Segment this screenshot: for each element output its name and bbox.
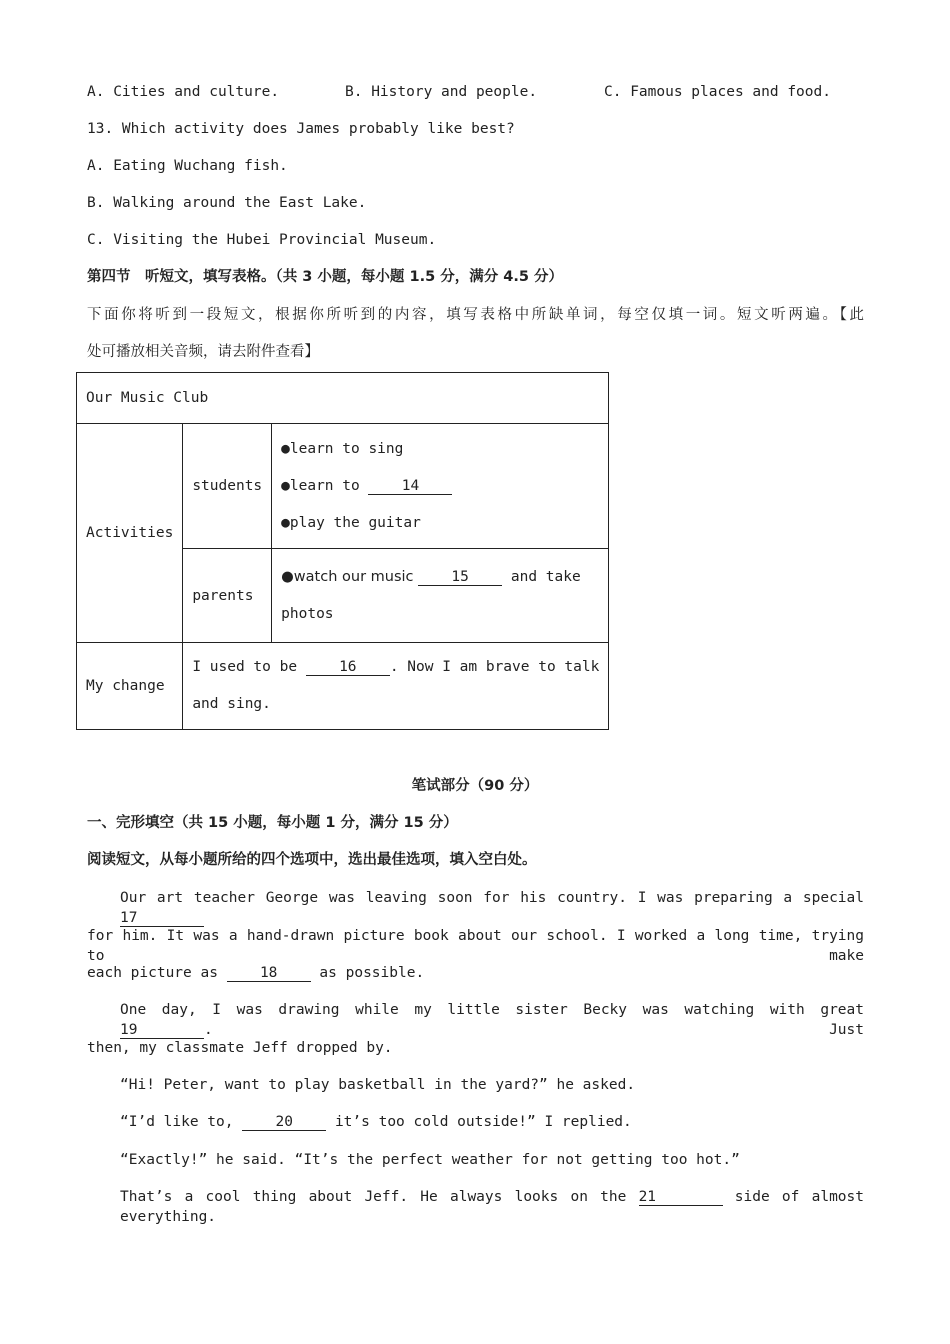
passage-p6-prefix: That’s a cool thing about Jeff. He always looks on the — [120, 1189, 639, 1205]
passage-p1-line1-text: Our art teacher George was leaving soon for his country. I was preparing a special — [120, 890, 864, 906]
my-change-line2: and sing. — [192, 696, 271, 712]
student-item-sing: ●learn to sing — [281, 440, 404, 457]
student-item-prefix: ●learn to — [281, 477, 369, 494]
parents-label: parents — [183, 549, 272, 643]
student-item-blank — [281, 468, 599, 505]
students-label: students — [183, 424, 272, 549]
parents-suffix: and take — [502, 568, 581, 585]
q13-option-a: A. Eating Wuchang fish. — [87, 158, 288, 174]
passage-p4 — [120, 1112, 632, 1132]
blank-17: 17 — [120, 910, 204, 927]
blank-14: 14 — [368, 478, 452, 495]
passage-p6 — [87, 1187, 864, 1227]
activities-label: Activities — [77, 424, 183, 643]
q13-option-b: B. Walking around the East Lake. — [87, 195, 367, 211]
my-change-line1 — [192, 649, 599, 686]
parents-prefix: ●watch our music — [281, 568, 419, 585]
q12-option-b: B. History and people. — [345, 84, 538, 100]
section4-instruction-line2: 处可播放相关音频，请去附件查看】 — [87, 344, 319, 360]
blank-18: 18 — [227, 965, 311, 982]
q13-option-c: C. Visiting the Hubei Provincial Museum. — [87, 232, 437, 248]
q12-option-c: C. Famous places and food. — [604, 84, 831, 100]
passage-p4-suffix: it’s too cold outside!” I replied. — [326, 1114, 632, 1130]
part1-title: 一、完形填空（共 15 小题，每小题 1 分，满分 15 分） — [87, 815, 458, 831]
passage-p1-line1 — [87, 888, 864, 928]
passage-p1-line2: for him. It was a hand-drawn picture book about our school. I worked a long time, trying to make — [87, 928, 864, 964]
students-cell — [272, 424, 609, 549]
passage-p2-line1-suffix: . Just — [204, 1022, 864, 1038]
blank-16: 16 — [306, 659, 390, 676]
q12-option-a: A. Cities and culture. — [87, 84, 280, 100]
passage-p6-suffix: side of almost everything. — [120, 1189, 864, 1225]
passage-p1-line3-prefix: each picture as — [87, 965, 227, 981]
passage-p4-prefix: “I’d like to, — [120, 1114, 243, 1130]
parents-cell — [272, 549, 609, 643]
passage-p5: “Exactly!” he said. “It’s the perfect weather for not getting too hot.” — [120, 1152, 740, 1168]
blank-15: 15 — [418, 569, 502, 586]
passage-p3: “Hi! Peter, want to play basketball in the yard?” he asked. — [120, 1077, 636, 1093]
parents-line2: photos — [281, 605, 334, 622]
part1-instruction: 阅读短文，从每小题所给的四个选项中，选出最佳选项，填入空白处。 — [87, 852, 537, 868]
section4-instruction-line1: 下面你将听到一段短文，根据你所听到的内容，填写表格中所缺单词，每空仅填一词。短文听两遍。【此 — [87, 307, 864, 323]
passage-p2-line2: then, my classmate Jeff dropped by. — [87, 1040, 393, 1056]
parents-line1 — [281, 559, 599, 596]
passage-p1-line3 — [87, 963, 424, 983]
blank-21: 21 — [639, 1189, 723, 1206]
student-item-guitar: ●play the guitar — [281, 514, 421, 531]
my-change-cell — [183, 643, 609, 730]
q13-question: 13. Which activity does James probably like best? — [87, 121, 515, 137]
my-change-prefix: I used to be — [192, 659, 306, 675]
my-change-suffix: . Now I am brave to talk — [389, 659, 600, 675]
table-title: Our Music Club — [77, 373, 609, 424]
blank-19: 19 — [120, 1022, 204, 1039]
music-club-table — [76, 372, 609, 730]
written-section-title: 笔试部分（90 分） — [411, 778, 539, 794]
passage-p2-line1 — [87, 1000, 864, 1040]
passage-p2-line1-prefix: One day, I was drawing while my little sister Becky was watching with great — [120, 1002, 864, 1018]
passage-p1-line3-suffix: as possible. — [310, 965, 425, 981]
my-change-label: My change — [77, 643, 183, 730]
section4-title: 第四节 听短文，填写表格。（共 3 小题，每小题 1.5 分，满分 4.5 分） — [87, 269, 563, 285]
blank-20: 20 — [242, 1114, 326, 1131]
